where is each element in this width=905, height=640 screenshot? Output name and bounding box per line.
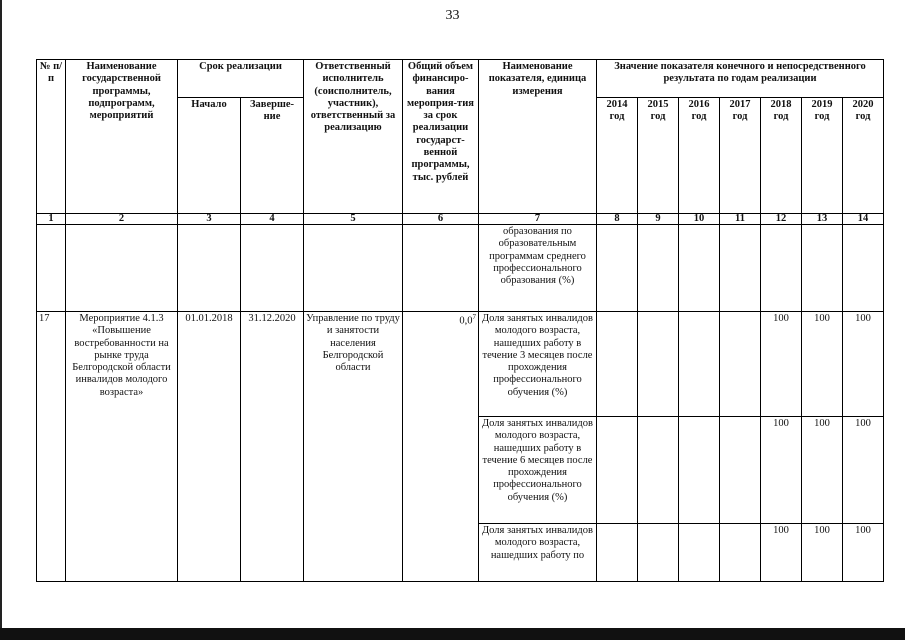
cell-empty: [304, 225, 403, 312]
cell-empty: [597, 225, 638, 312]
indicator-value: 100: [802, 312, 843, 417]
header-start: Начало: [178, 98, 241, 214]
indicator-value: [679, 417, 720, 524]
cell-empty: [720, 225, 761, 312]
header-year: 2018 год: [761, 98, 802, 214]
scan-left-edge: [0, 0, 2, 640]
indicator-text: Доля занятых инвалидов молодого возраста, нашедших работу в течение 6 месяцев после прохождения профессионального обучения (%): [479, 417, 597, 524]
header-row-top: [37, 60, 884, 98]
cell-empty: [802, 225, 843, 312]
indicator-value: 100: [843, 312, 884, 417]
cell-empty: [66, 225, 178, 312]
indicator-value: 100: [843, 524, 884, 582]
column-number: 12: [761, 214, 802, 225]
cell-empty: [37, 225, 66, 312]
cell-empty: [843, 225, 884, 312]
indicator-value: [638, 312, 679, 417]
header-funding: Общий объем финансиро-вания мероприя-тия за срок реализации государст-венной программы, тыс. рублей: [403, 60, 479, 214]
column-number: 13: [802, 214, 843, 225]
measure-name: Мероприятие 4.1.3 «Повышение востребованности на рынке труда Белгородской области инвалидов молодого возраста»: [66, 312, 178, 582]
cell-empty: [679, 225, 720, 312]
page-number: 33: [445, 8, 460, 23]
column-number: 9: [638, 214, 679, 225]
cell-empty: [241, 225, 304, 312]
row-number: 17: [37, 312, 66, 582]
table-row-continuation: [37, 225, 884, 312]
header-year: 2014 год: [597, 98, 638, 214]
column-number: 3: [178, 214, 241, 225]
column-number: 1: [37, 214, 66, 225]
indicator-value: [638, 524, 679, 582]
responsible-executor: Управление по труду и занятости населения Белгородской области: [304, 312, 403, 582]
header-end: Заверше-ние: [241, 98, 304, 214]
column-number: 11: [720, 214, 761, 225]
column-number-row: [37, 214, 884, 225]
indicator-value: [638, 417, 679, 524]
column-number: 6: [403, 214, 479, 225]
indicator-value: 100: [802, 524, 843, 582]
column-number: 14: [843, 214, 884, 225]
funding-footnote: 7: [472, 313, 476, 321]
indicator-value: 100: [761, 417, 802, 524]
indicator-text: Доля занятых инвалидов молодого возраста, нашедших работу в течение 3 месяцев после прохождения профессионального обучения (%): [479, 312, 597, 417]
indicator-value: [597, 312, 638, 417]
header-year: 2019 год: [802, 98, 843, 214]
header-responsible: Ответственный исполнитель (соисполнитель, участник), ответственный за реализацию: [304, 60, 403, 214]
scan-bottom-bar: [0, 628, 905, 640]
start-date: 01.01.2018: [178, 312, 241, 582]
header-period: Срок реализации: [178, 60, 304, 98]
end-date: 31.12.2020: [241, 312, 304, 582]
funding-volume: [403, 312, 479, 582]
column-number: 8: [597, 214, 638, 225]
column-number: 2: [66, 214, 178, 225]
program-table: [36, 59, 884, 582]
header-year: 2015 год: [638, 98, 679, 214]
indicator-value: 100: [843, 417, 884, 524]
indicator-value: [720, 312, 761, 417]
header-num: № п/п: [37, 60, 66, 214]
column-number: 10: [679, 214, 720, 225]
indicator-value: [679, 524, 720, 582]
funding-value: 0,0: [459, 315, 473, 327]
cell-empty: [178, 225, 241, 312]
header-year: 2020 год: [843, 98, 884, 214]
column-number: 5: [304, 214, 403, 225]
indicator-text: Доля занятых инвалидов молодого возраста, нашедших работу по: [479, 524, 597, 582]
header-year: 2016 год: [679, 98, 720, 214]
indicator-value: [679, 312, 720, 417]
indicator-value: [597, 524, 638, 582]
indicator-value: 100: [761, 524, 802, 582]
column-number: 4: [241, 214, 304, 225]
cell-empty: [761, 225, 802, 312]
header-values: Значение показателя конечного и непосредственного результата по годам реализации: [597, 60, 884, 98]
indicator-value: [597, 417, 638, 524]
cell-empty: [403, 225, 479, 312]
indicator-continuation: образования по образовательным программам среднего профессионального образования (%): [479, 225, 597, 312]
column-number: 7: [479, 214, 597, 225]
indicator-value: 100: [802, 417, 843, 524]
table-row-17: [37, 312, 884, 417]
indicator-value: [720, 524, 761, 582]
cell-empty: [638, 225, 679, 312]
header-indicator: Наименование показателя, единица измерения: [479, 60, 597, 214]
header-name: Наименование государственной программы, подпрограмм, мероприятий: [66, 60, 178, 214]
header-year: 2017 год: [720, 98, 761, 214]
indicator-value: 100: [761, 312, 802, 417]
indicator-value: [720, 417, 761, 524]
